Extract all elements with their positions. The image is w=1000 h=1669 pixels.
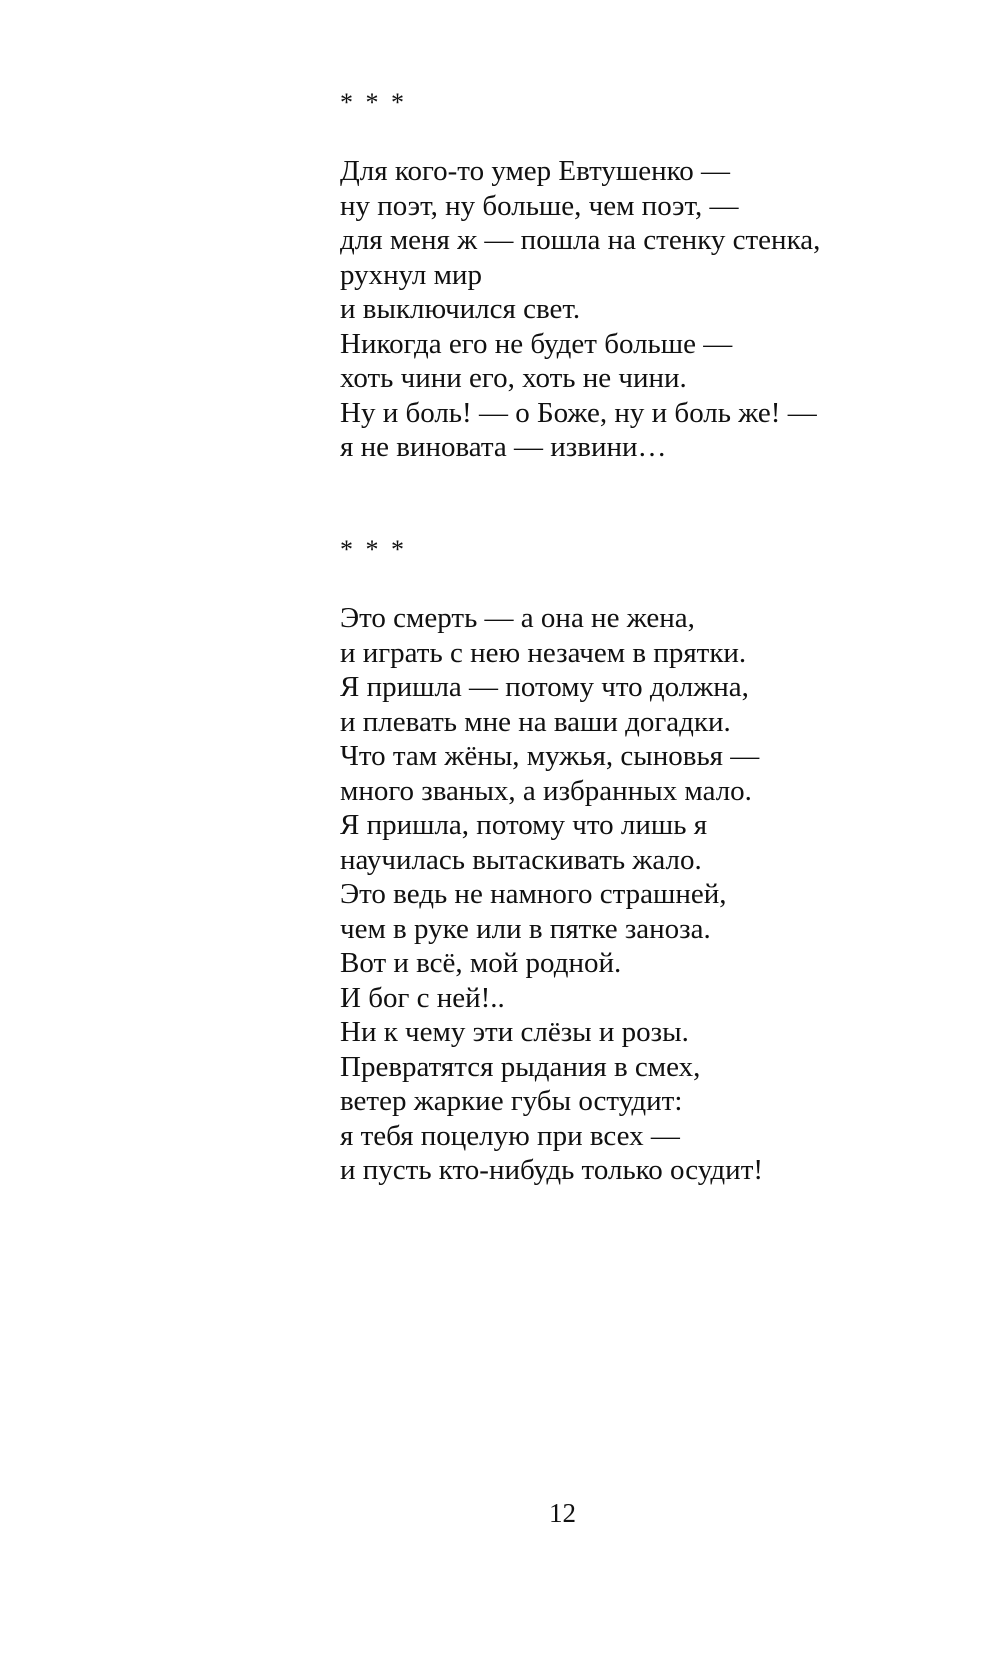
poem-line: рухнул мир (340, 258, 482, 291)
poem-divider: * * * (340, 88, 407, 117)
page-number: 12 (549, 1498, 576, 1528)
poem-2 (340, 535, 900, 1188)
poem-line: Ни к чему эти слёзы и розы. (340, 1016, 689, 1048)
poem-line: и пусть кто-нибудь только осудит! (340, 1154, 764, 1186)
poem-line: ветер жаркие губы остудит: (340, 1085, 683, 1117)
poem-line: я тебя поцелую при всех — (340, 1119, 680, 1152)
poem-line: Я пришла, потому что лишь я (340, 809, 708, 841)
poem-line: и играть с нею незачем в прятки. (340, 636, 747, 669)
poem-line: чем в руке или в пятке заноза. (340, 912, 711, 945)
poem-line: и плевать мне на ваши догадки. (340, 705, 731, 738)
poem-line: Ну и боль! — о Боже, ну и боль же! — (340, 396, 817, 429)
poem-line: ну поэт, ну больше, чем поэт, — (340, 189, 739, 222)
poem-line: Никогда его не будет больше — (340, 327, 733, 360)
poem-line: и выключился свет. (340, 293, 581, 325)
poem-line: Это смерть — а она не жена, (340, 602, 695, 634)
poem-line: хоть чини его, хоть не чини. (340, 362, 687, 394)
poem-line: я не виновата — извини… (340, 431, 667, 463)
poem-line: Превратятся рыдания в смех, (340, 1050, 701, 1083)
poem-line: Вот и всё, мой родной. (340, 947, 622, 979)
poem-line: Для кого-то умер Евтушенко — (340, 155, 730, 187)
poem-line: много званых, а избранных мало. (340, 774, 752, 807)
poem-line: И бог с ней!.. (340, 981, 505, 1014)
poem-line: научилась вытаскивать жало. (340, 843, 702, 876)
poem-line: Я пришла — потому что должна, (340, 671, 749, 703)
poem-line: для меня ж — пошла на стенку стенка, (340, 224, 821, 256)
poem-line: Что там жёны, мужья, сыновья — (340, 740, 760, 772)
poem-divider: * * * (340, 535, 407, 564)
poem-1 (340, 88, 900, 465)
poem-line: Это ведь не намного страшней, (340, 878, 727, 910)
